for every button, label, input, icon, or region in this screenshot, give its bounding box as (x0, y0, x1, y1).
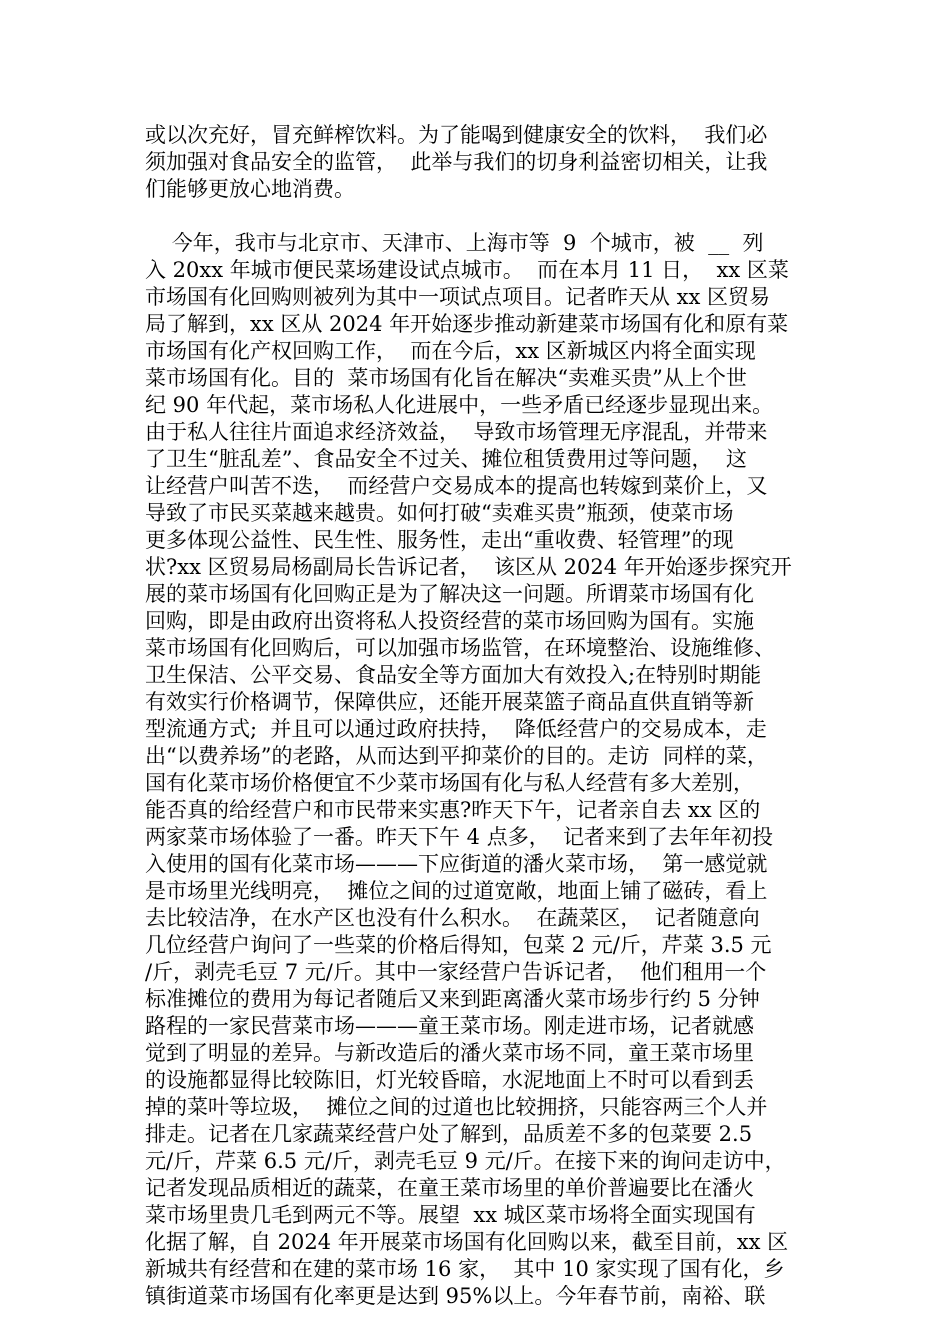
text-line: 更多体现公益性、民生性、服务性，走出“重收费、轻管理”的现 (145, 528, 734, 552)
text-line: 导致了市民买菜越来越贵。如何打破“卖难买贵”瓶颈，使菜市场 (145, 501, 734, 525)
text-line: 新城共有经营和在建的菜市场 16 家， 其中 10 家实现了国有化，乡 (145, 1257, 785, 1281)
text-line: 是市场里光线明亮， 摊位之间的过道宽敞，地面上铺了磁砖，看上 (145, 879, 768, 903)
text-line: 觉到了明显的差异。与新改造后的潘火菜市场不同，童王菜市场里 (145, 1041, 754, 1065)
text-line: 纪 90 年代起，菜市场私人化进展中，一些矛盾已经逐步显现出来。 (145, 393, 774, 417)
text-line: 菜市场国有化回购后，可以加强市场监管，在环境整治、设施维修、 (145, 636, 775, 660)
text-line: 卫生保洁、公平交易、食品安全等方面加大有效投入;在特别时期能 (145, 663, 762, 687)
text-line: 们能够更放心地消费。 (145, 177, 355, 201)
text-line: 出“以费养场”的老路，从而达到平抑菜价的目的。走访 同样的菜， (145, 744, 768, 768)
text-line: 去比较洁净，在水产区也没有什么积水。 在蔬菜区， 记者随意向 (145, 906, 760, 930)
text-line: 掉的菜叶等垃圾， 摊位之间的过道也比较拥挤，只能容两三个人并 (145, 1095, 768, 1119)
text-line: 局了解到，xx 区从 2024 年开始逐步推动新建菜市场国有化和原有菜 (145, 312, 789, 336)
text-line: 能否真的给经营户和市民带来实惠?昨天下午，记者亲自去 xx 区的 (145, 798, 761, 822)
text-line: 元/斤，芹菜 6.5 元/斤，剥壳毛豆 9 元/斤。在接下来的询问走访中， (145, 1149, 786, 1173)
document-page (145, 122, 825, 1310)
text-line: 状?xx 区贸易局杨副局长告诉记者， 该区从 2024 年开始逐步探究开 (145, 555, 792, 579)
text-line: 两家菜市场体验了一番。昨天下午 4 点多， 记者来到了去年年初投 (145, 825, 774, 849)
text-line: 记者发现品质相近的蔬菜，在童王菜市场里的单价普遍要比在潘火 (145, 1176, 754, 1200)
text-line: 路程的一家民营菜市场———童王菜市场。刚走进市场，记者就感 (145, 1014, 754, 1038)
text-line: 菜市场里贵几毛到两元不等。展望 xx 城区菜市场将全面实现国有 (145, 1203, 756, 1227)
text-line: 化据了解，自 2024 年开展菜市场国有化回购以来，截至目前，xx 区 (145, 1230, 789, 1254)
text-line: 市场国有化回购则被列为其中一项试点项目。记者昨天从 xx 区贸易 (145, 285, 771, 309)
paragraph-main (145, 230, 825, 1310)
text-line: 回购，即是由政府出资将私人投资经营的菜市场回购为国有。实施 (145, 609, 754, 633)
text-line: 或以次充好，冒充鲜榨饮料。为了能喝到健康安全的饮料， 我们必 (145, 123, 768, 147)
text-line: 让经营户叫苦不迭， 而经营户交易成本的提高也转嫁到菜价上，又 (145, 474, 768, 498)
text-line: 菜市场国有化。目的 菜市场国有化旨在解决“卖难买贵”从上个世 (145, 366, 747, 390)
text-line: 入 20xx 年城市便民菜场建设试点城市。 而在本月 11 日， xx 区菜 (145, 258, 789, 282)
text-line: 排走。记者在几家蔬菜经营户处了解到，品质差不多的包菜要 2.5 (145, 1122, 753, 1146)
text-line: /斤，剥壳毛豆 7 元/斤。其中一家经营户告诉记者， 他们租用一个 (145, 960, 767, 984)
paragraph-intro (145, 122, 825, 203)
text-line: 今年，我市与北京市、天津市、上海市等 9 个城市，被 __ 列 (145, 231, 764, 255)
text-line: 了卫生“脏乱差”、食品安全不过关、摊位租赁费用过等问题， 这 (145, 447, 747, 471)
text-line: 入使用的国有化菜市场———下应街道的潘火菜市场， 第一感觉就 (145, 852, 768, 876)
text-line: 几位经营户询问了一些菜的价格后得知，包菜 2 元/斤，芹菜 3.5 元 (145, 933, 772, 957)
text-line: 市场国有化产权回购工作， 而在今后，xx 区新城区内将全面实现 (145, 339, 756, 363)
text-line: 标准摊位的费用为每记者随后又来到距离潘火菜市场步行约 5 分钟 (145, 987, 760, 1011)
text-line: 由于私人往往片面追求经济效益， 导致市场管理无序混乱，并带来 (145, 420, 768, 444)
text-line: 展的菜市场国有化回购正是为了解决这一问题。所谓菜市场国有化 (145, 582, 754, 606)
text-line: 镇街道菜市场国有化率更是达到 95%以上。今年春节前，南裕、联 (145, 1284, 766, 1308)
text-line: 型流通方式; 并且可以通过政府扶持， 降低经营户的交易成本，走 (145, 717, 767, 741)
text-line: 的设施都显得比较陈旧，灯光较昏暗，水泥地面上不时可以看到丢 (145, 1068, 754, 1092)
text-line: 有效实行价格调节，保障供应，还能开展菜篮子商品直供直销等新 (145, 690, 754, 714)
text-line: 须加强对食品安全的监管， 此举与我们的切身利益密切相关，让我 (145, 150, 768, 174)
text-line: 国有化菜市场价格便宜不少菜市场国有化与私人经营有多大差别， (145, 771, 754, 795)
paragraph-gap (145, 203, 825, 230)
